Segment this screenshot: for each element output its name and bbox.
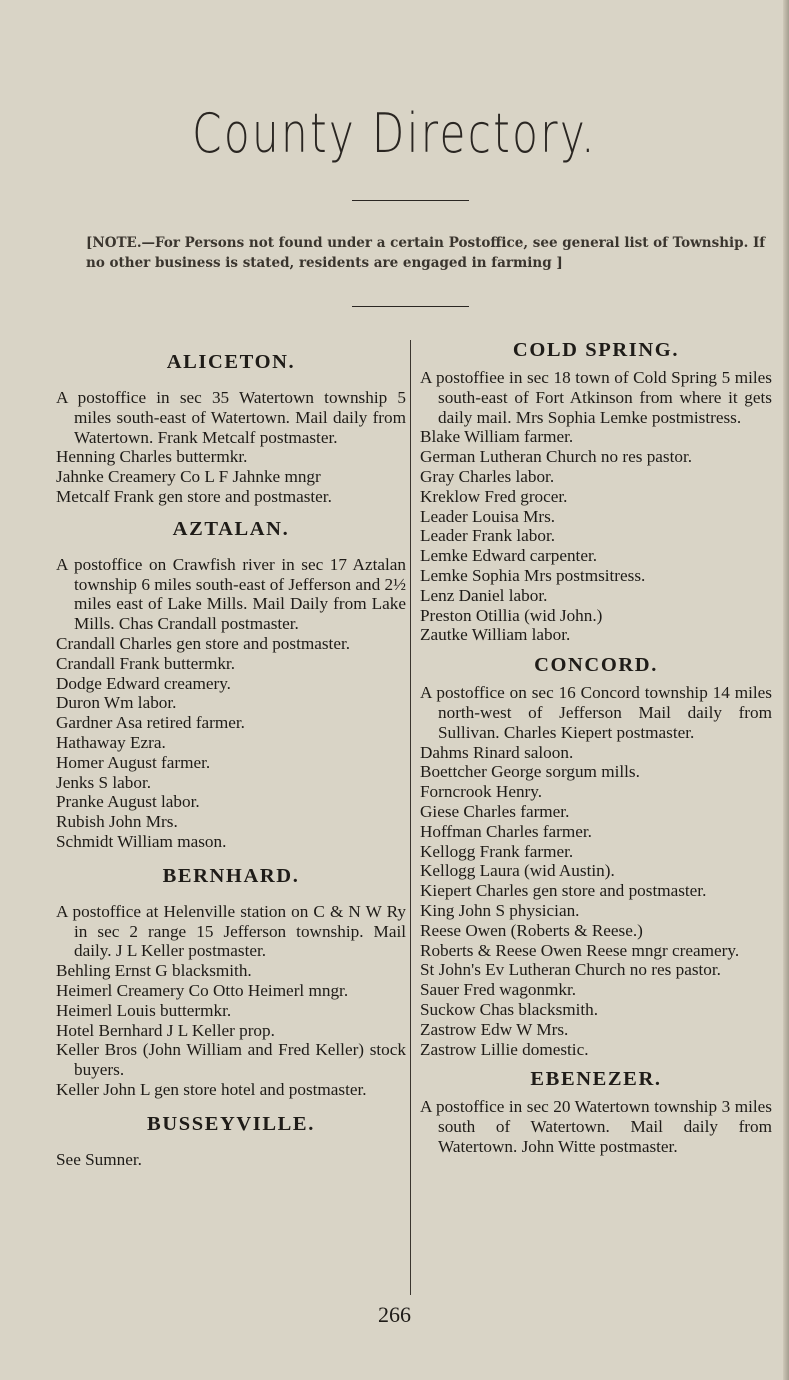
directory-entry: Zastrow Edw W Mrs. <box>420 1019 569 1039</box>
section-heading: BUSSEYVILLE. <box>147 1112 315 1135</box>
directory-entry: Kellogg Laura (wid Austin). <box>420 861 615 881</box>
directory-entry: Keller Bros (John William and Fred Keller) stock buyers. <box>56 1040 406 1080</box>
directory-entry: Preston Otillia (wid John.) <box>420 605 603 625</box>
column-divider <box>410 340 411 1295</box>
directory-entry: Lemke Edward carpenter. <box>420 546 598 566</box>
section-heading: EBENEZER. <box>530 1068 662 1091</box>
directory-entry: Crandall Charles gen store and postmaster. <box>56 633 351 653</box>
section-heading: BERNHARD. <box>162 864 300 887</box>
directory-entry: Lemke Sophia Mrs postmsitress. <box>420 565 646 585</box>
section-heading: ALICETON. <box>166 351 296 373</box>
directory-entry: Kiepert Charles gen store and postmaster. <box>420 881 707 901</box>
postoffice-description: A postoffice at Helenville station on C & N W Ry in sec 2 range 15 Jefferson township. Mail daily. J L Keller postmaster. <box>56 901 406 961</box>
directory-entry: Henning Charles buttermkr. <box>56 447 248 467</box>
section-cold-spring <box>420 338 772 645</box>
directory-entry: Dodge Edward creamery. <box>56 673 231 693</box>
directory-entry: Leader Frank labor. <box>420 526 556 546</box>
right-column <box>420 338 772 1157</box>
directory-entry: Kreklow Fred grocer. <box>420 486 568 506</box>
directory-entry: Keller John L gen store hotel and postmaster. <box>56 1079 367 1099</box>
page-number: 266 <box>378 1302 411 1327</box>
postoffice-description: A postoffiee in sec 18 town of Cold Spring 5 miles south-east of Fort Atkinson from where it gets daily mail. Mrs Sophia Lemke postmistress. <box>420 368 772 427</box>
directory-entry: Hoffman Charles farmer. <box>420 821 592 841</box>
postoffice-description: A postoffice on sec 16 Concord township 14 miles north-west of Jefferson Mail daily from Sullivan. Charles Kiepert postmaster. <box>420 683 772 742</box>
page-title: County Directory. <box>192 102 597 165</box>
directory-entry: Gray Charles labor. <box>420 466 555 486</box>
directory-entry: Heimerl Louis buttermkr. <box>56 1000 232 1020</box>
directory-entry: Sauer Fred wagonmkr. <box>420 980 577 1000</box>
directory-entry: Zastrow Lillie domestic. <box>420 1039 589 1059</box>
directory-entry: Reese Owen (Roberts & Reese.) <box>420 920 643 940</box>
note-paragraph: [NOTE.—For Persons not found under a certain Postoffice, see general list of Township. If no other business is stated, residents are engaged in farming ] <box>86 235 766 271</box>
directory-entry: Kellogg Frank farmer. <box>420 841 574 861</box>
directory-entry: Boettcher George sorgum mills. <box>420 762 640 782</box>
postoffice-description: A postoffice on Crawfish river in sec 17 Aztalan township 6 miles south-east of Jefferson and 2½ miles east of Lake Mills. Mail Daily from Lake Mills. Chas Crandall postmaster. <box>56 554 406 634</box>
directory-entry: Homer August farmer. <box>56 752 211 772</box>
directory-entry: Jahnke Creamery Co L F Jahnke mngr <box>56 467 321 487</box>
directory-entry: King John S physician. <box>420 900 580 920</box>
directory-entry: Behling Ernst G blacksmith. <box>56 961 252 981</box>
directory-entry: Roberts & Reese Owen Reese mngr creamery. <box>420 940 740 960</box>
directory-entry: St John's Ev Lutheran Church no res pastor. <box>420 960 721 980</box>
directory-entry: Pranke August labor. <box>56 792 200 812</box>
directory-entry: Blake William farmer. <box>420 427 574 447</box>
directory-entry: Crandall Frank buttermkr. <box>56 653 235 673</box>
postoffice-description: A postoffice in sec 35 Watertown township 5 miles south-east of Watertown. Mail daily from Watertown. Frank Metcalf postmaster. <box>56 388 406 447</box>
title-rule <box>352 200 469 201</box>
cross-reference: See Sumner. <box>56 1149 142 1169</box>
section-ebenezer <box>420 1067 772 1156</box>
directory-entry: Giese Charles farmer. <box>420 801 570 821</box>
postoffice-description: A postoffice in sec 20 Watertown township 3 miles south of Watertown. Mail daily from Watertown. John Witte postmaster. <box>420 1097 772 1156</box>
section-busseyville <box>56 1112 406 1170</box>
directory-entry: Hotel Bernhard J L Keller prop. <box>56 1020 275 1040</box>
directory-entry: Jenks S labor. <box>56 772 152 792</box>
directory-entry: Duron Wm labor. <box>56 693 177 713</box>
directory-entry: Schmidt William mason. <box>56 831 227 851</box>
section-aztalan <box>56 517 406 852</box>
section-concord <box>420 653 772 1059</box>
directory-entry: Gardner Asa retired farmer. <box>56 713 245 733</box>
directory-entry: Zautke William labor. <box>420 625 571 645</box>
directory-entry: Hathaway Ezra. <box>56 732 166 752</box>
section-heading: AZTALAN. <box>172 517 290 540</box>
section-aliceton <box>56 350 406 507</box>
directory-entry: Forncrook Henry. <box>420 782 543 802</box>
note-rule <box>352 306 469 307</box>
left-column <box>56 338 406 1170</box>
page-edge <box>783 0 789 1380</box>
section-heading: CONCORD. <box>534 654 658 677</box>
directory-entry: Suckow Chas blacksmith. <box>420 999 599 1019</box>
directory-entry: German Lutheran Church no res pastor. <box>420 447 693 467</box>
directory-entry: Lenz Daniel labor. <box>420 585 548 605</box>
directory-entry: Rubish John Mrs. <box>56 812 178 832</box>
section-bernhard <box>56 864 406 1100</box>
directory-entry: Leader Louisa Mrs. <box>420 506 556 526</box>
section-heading: COLD SPRING. <box>512 339 680 361</box>
directory-entry: Heimerl Creamery Co Otto Heimerl mngr. <box>56 980 349 1000</box>
directory-entry: Metcalf Frank gen store and postmaster. <box>56 486 332 506</box>
directory-entry: Dahms Rinard saloon. <box>420 742 574 762</box>
